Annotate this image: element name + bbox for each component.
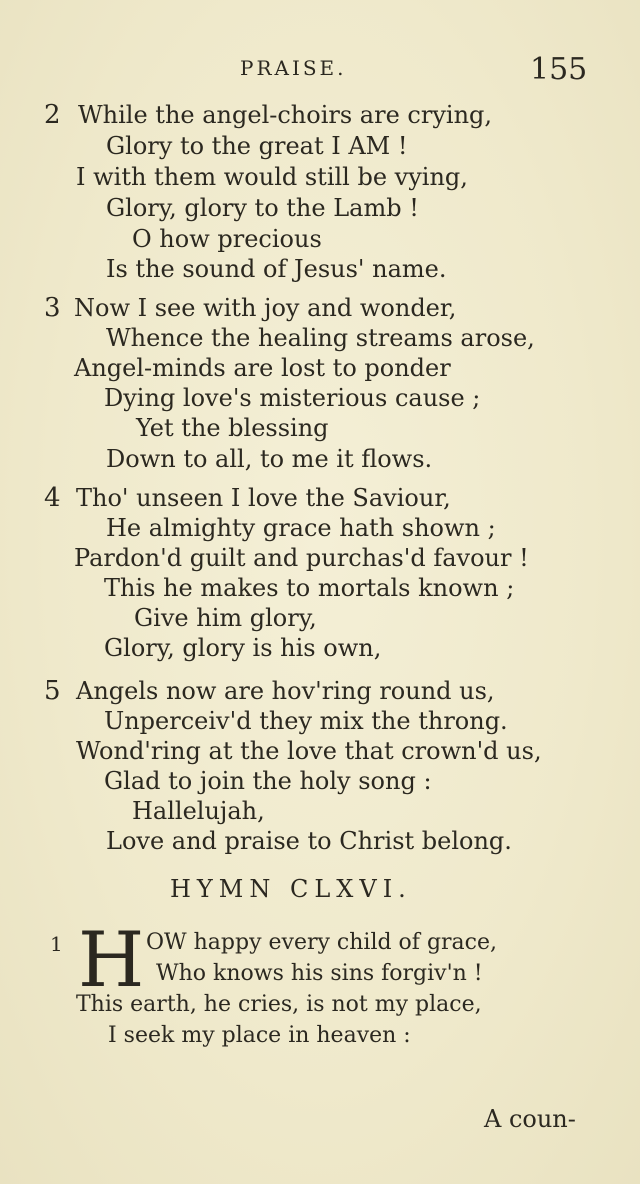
verse-line: Now I see with joy and wonder, [74, 294, 457, 322]
verse-line: Yet the blessing [136, 414, 329, 442]
verse-line: Unperceiv'd they mix the throng. [104, 707, 508, 735]
verse-number: 2 [44, 100, 61, 130]
drop-cap: H [78, 915, 145, 1004]
hymn-title: HYMN CLXVI. [170, 875, 412, 903]
verse-line: Who knows his sins forgiv'n ! [156, 961, 483, 986]
verse-line: Hallelujah, [132, 797, 265, 825]
verse-line: This he makes to mortals known ; [104, 574, 515, 602]
verse-number: 1 [50, 932, 63, 956]
catchword: A coun- [484, 1105, 576, 1133]
verse-line: Give him glory, [134, 604, 317, 632]
verse-line: OW happy every child of grace, [146, 930, 497, 955]
verse-line: Pardon'd guilt and purchas'd favour ! [74, 544, 529, 572]
verse-line: O how precious [132, 225, 322, 253]
verse-number: 5 [44, 676, 61, 706]
verse-line: Is the sound of Jesus' name. [106, 255, 447, 283]
verse-line: Down to all, to me it flows. [106, 445, 433, 473]
page-header [0, 52, 640, 88]
page-number: 155 [530, 52, 588, 87]
verse-line: While the angel-choirs are crying, [78, 101, 493, 129]
verse-line: Tho' unseen I love the Saviour, [76, 484, 451, 512]
verse-line: Angel-minds are lost to ponder [74, 354, 451, 382]
verse-number: 3 [44, 293, 61, 323]
verse-line: Whence the healing streams arose, [106, 324, 535, 352]
running-head: PRAISE. [240, 56, 347, 80]
verse-line: I seek my place in heaven : [108, 1023, 411, 1048]
verse-line: This earth, he cries, is not my place, [76, 992, 482, 1017]
verse-line: He almighty grace hath shown ; [106, 514, 496, 542]
verse-line: Glory to the great I AM ! [106, 132, 408, 160]
verse-line: Glory, glory is his own, [104, 634, 382, 662]
verse-line: Glad to join the holy song : [104, 767, 432, 795]
verse-line: Glory, glory to the Lamb ! [106, 194, 419, 222]
verse-line: I with them would still be vying, [76, 163, 468, 191]
verse-line: Wond'ring at the love that crown'd us, [76, 737, 542, 765]
verse-number: 4 [44, 483, 61, 513]
verse-line: Dying love's misterious cause ; [104, 384, 481, 412]
verse-line: Love and praise to Christ belong. [106, 827, 512, 855]
verse-line: Angels now are hov'ring round us, [76, 677, 495, 705]
